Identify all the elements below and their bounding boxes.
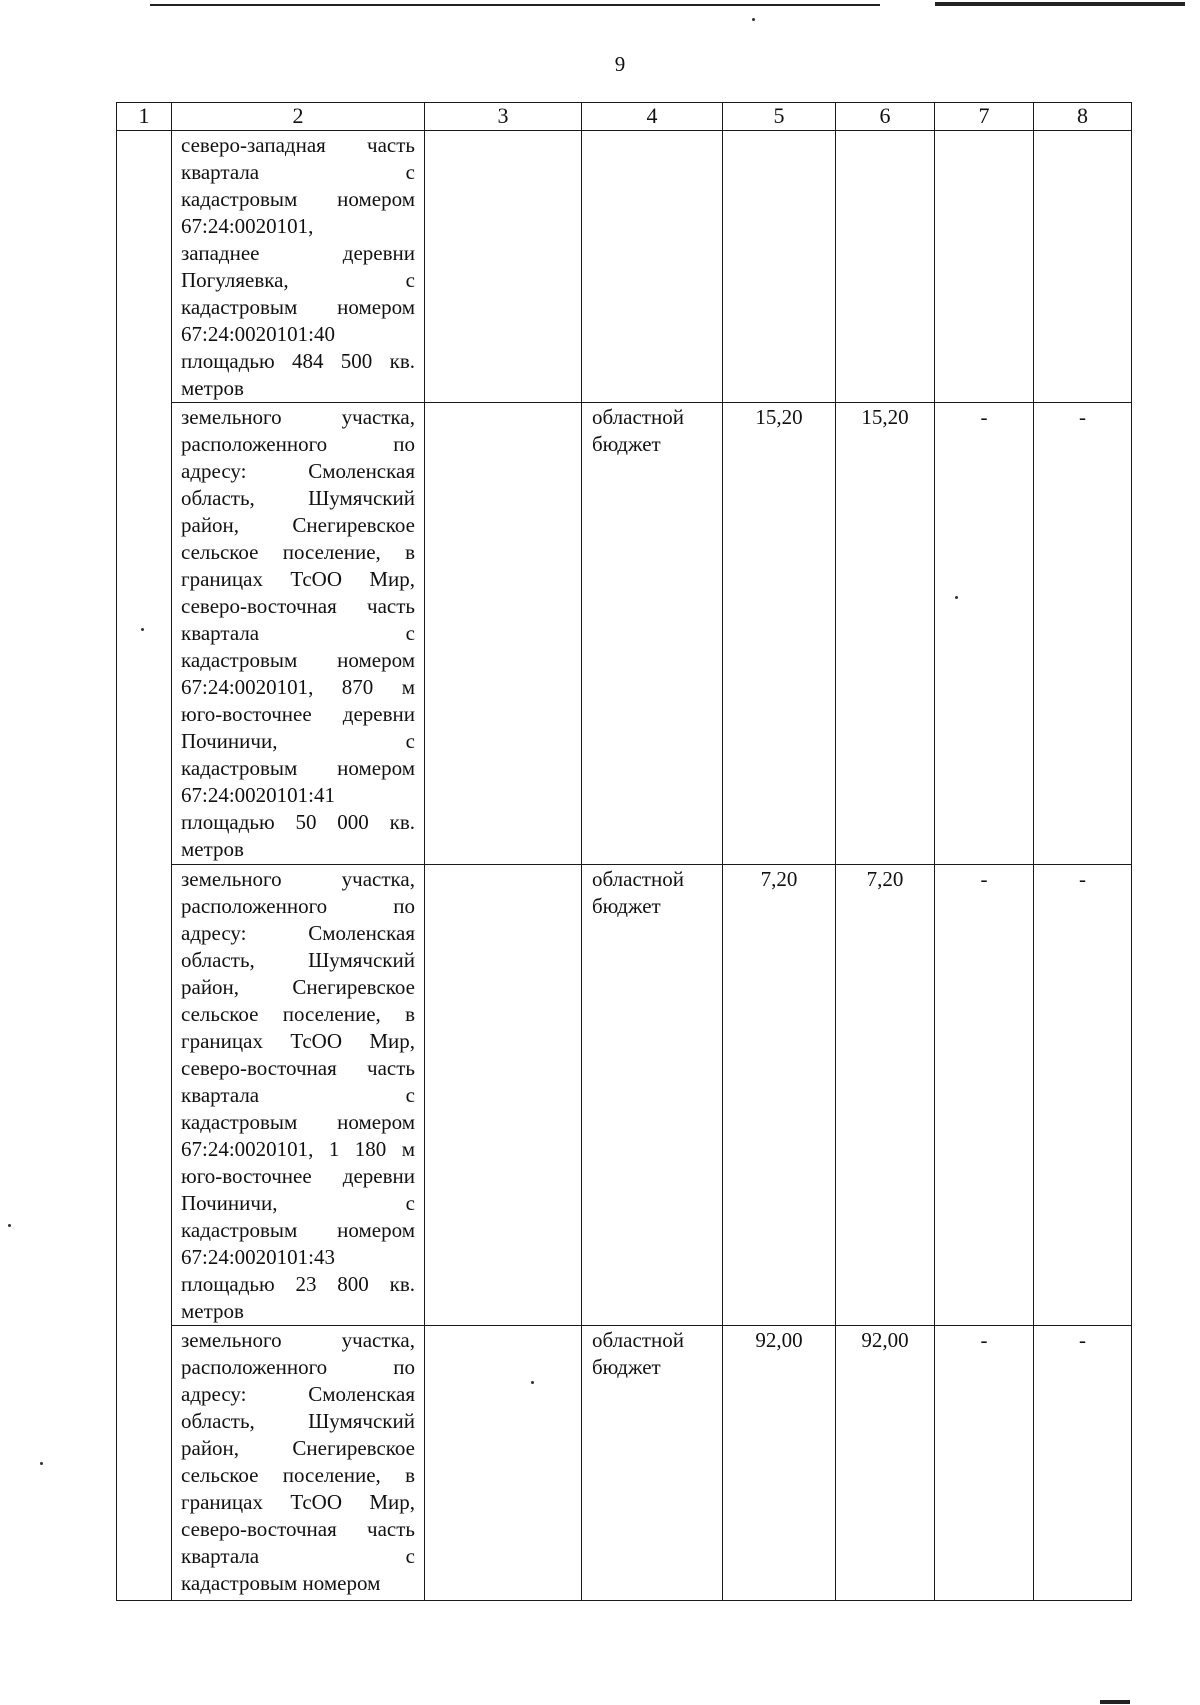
description-line: расположенного по [181,432,415,456]
description-line: метров [181,1299,244,1323]
cell-col3 [425,1326,582,1601]
scan-speck [8,1224,11,1227]
cell-description [172,131,425,403]
page-number: 9 [614,52,626,76]
data-table [116,102,1132,1601]
description-line: область, Шумячский [181,948,415,972]
description-line: 67:24:0020101, [181,214,314,238]
column-header: 3 [425,103,582,131]
description-line: границах ТсОО Мир, [181,1029,415,1053]
cell-col5 [723,865,836,1326]
value-col5: 15,20 [755,405,803,429]
description-line: площадью 50 000 кв. [181,810,415,834]
table-row [117,865,1132,1326]
description-line: кадастровым номером [181,648,415,672]
cell-col7 [935,865,1034,1326]
cell-index [117,1326,172,1601]
value-col6: 15,20 [861,405,909,429]
column-header: 1 [117,103,172,131]
value-col8: - [1079,1328,1086,1352]
description-line: северо-западная часть [181,133,415,157]
cell-col6 [836,865,935,1326]
description-line: метров [181,376,244,400]
description-line: кадастровым номером [181,1571,381,1595]
scan-artifact-line [150,4,880,6]
cell-col7 [935,403,1034,865]
table-row [117,131,1132,403]
description-line: северо-восточная часть [181,1056,415,1080]
column-header: 2 [172,103,425,131]
value-col7: - [980,1328,988,1352]
value-col8: - [1079,405,1086,429]
header-row [117,103,1132,131]
value-col8: - [1079,867,1086,891]
cell-col5 [723,403,836,865]
cell-col8 [1034,1326,1132,1601]
cell-col8 [1034,865,1132,1326]
description-line: кадастровым номером [181,756,415,780]
description-line: западнее деревни [181,241,415,265]
cell-col3 [425,865,582,1326]
description-line: сельское поселение, в [181,1002,415,1026]
description-line: северо-восточная часть [181,594,415,618]
description-line: расположенного по [181,894,415,918]
cell-funding-source [582,403,723,865]
description-line: район, Снегиревское [181,1436,415,1460]
description-line: северо-восточная часть [181,1517,415,1541]
cell-col8 [1034,131,1132,403]
description-line: земельного участка, [181,1328,415,1352]
scan-artifact-line [1100,1700,1130,1704]
cell-funding-source [582,865,723,1326]
column-header: 5 [723,103,836,131]
description-line: сельское поселение, в [181,1463,415,1487]
cell-col7 [935,1326,1034,1601]
value-col5: 92,00 [755,1328,803,1352]
column-header: 7 [935,103,1034,131]
description-line: район, Снегиревское [181,975,415,999]
description-line: 67:24:0020101:41 [181,783,336,807]
scan-artifact-line [935,2,1185,6]
cell-col3 [425,403,582,865]
cell-index [117,865,172,1326]
description-line: юго-восточнее деревни [181,1164,415,1188]
value-col7 [935,131,1033,133]
cell-col6 [836,131,935,403]
description-line: земельного участка, [181,867,415,891]
description-line: район, Снегиревское [181,513,415,537]
description-line: Погуляевка, с [181,268,415,292]
funding-source-text: областной бюджет [592,405,684,456]
column-header: 8 [1034,103,1132,131]
table-row [117,1326,1132,1601]
description-line: 67:24:0020101:40 [181,322,336,346]
description-line: кадастровым номером [181,1110,415,1134]
cell-funding-source [582,131,723,403]
description-line: расположенного по [181,1355,415,1379]
description-line: область, Шумячский [181,486,415,510]
funding-source-text: областной бюджет [592,867,684,918]
column-header: 6 [836,103,935,131]
description-line: 67:24:0020101:43 [181,1245,336,1269]
description-line: кадастровым номером [181,295,415,319]
value-col7: - [980,405,988,429]
description-line: квартала с [181,621,415,645]
description-line: квартала с [181,1544,415,1568]
cell-index [117,131,172,403]
description-line: юго-восточнее деревни [181,702,415,726]
description-line: площадью 484 500 кв. [181,349,415,373]
description-line: 67:24:0020101, 1 180 м [181,1137,415,1161]
description-line: адресу: Смоленская [181,1382,415,1406]
cell-funding-source [582,1326,723,1601]
cell-col6 [836,403,935,865]
description-line: границах ТсОО Мир, [181,1490,415,1514]
scan-speck [40,1462,43,1465]
description-line: земельного участка, [181,405,415,429]
description-line: область, Шумячский [181,1409,415,1433]
cell-col7 [935,131,1034,403]
description-line: квартала с [181,1083,415,1107]
value-col7: - [980,867,988,891]
column-header: 4 [582,103,723,131]
description-line: сельское поселение, в [181,540,415,564]
description-line: квартала с [181,160,415,184]
funding-source-text [582,131,722,133]
description-line: кадастровым номером [181,1218,415,1242]
cell-col6 [836,1326,935,1601]
description-line: Починичи, с [181,1191,415,1215]
description-line: адресу: Смоленская [181,459,415,483]
description-line: кадастровым номером [181,187,415,211]
description-line: метров [181,837,244,861]
cell-index [117,403,172,865]
description-line: 67:24:0020101, 870 м [181,675,415,699]
description-line: Починичи, с [181,729,415,753]
scan-speck [752,18,755,21]
value-col6: 7,20 [866,867,904,891]
cell-col5 [723,131,836,403]
cell-col3 [425,131,582,403]
value-col6: 92,00 [861,1328,909,1352]
cell-col8 [1034,403,1132,865]
value-col8 [1034,131,1131,133]
value-col6 [836,131,934,133]
value-col5 [723,131,835,133]
cell-description [172,403,425,865]
funding-source-text: областной бюджет [592,1328,684,1379]
cell-description [172,1326,425,1601]
value-col5: 7,20 [760,867,798,891]
table-row [117,403,1132,865]
description-line: адресу: Смоленская [181,921,415,945]
description-line: границах ТсОО Мир, [181,567,415,591]
cell-col5 [723,1326,836,1601]
cell-description [172,865,425,1326]
description-line: площадью 23 800 кв. [181,1272,415,1296]
